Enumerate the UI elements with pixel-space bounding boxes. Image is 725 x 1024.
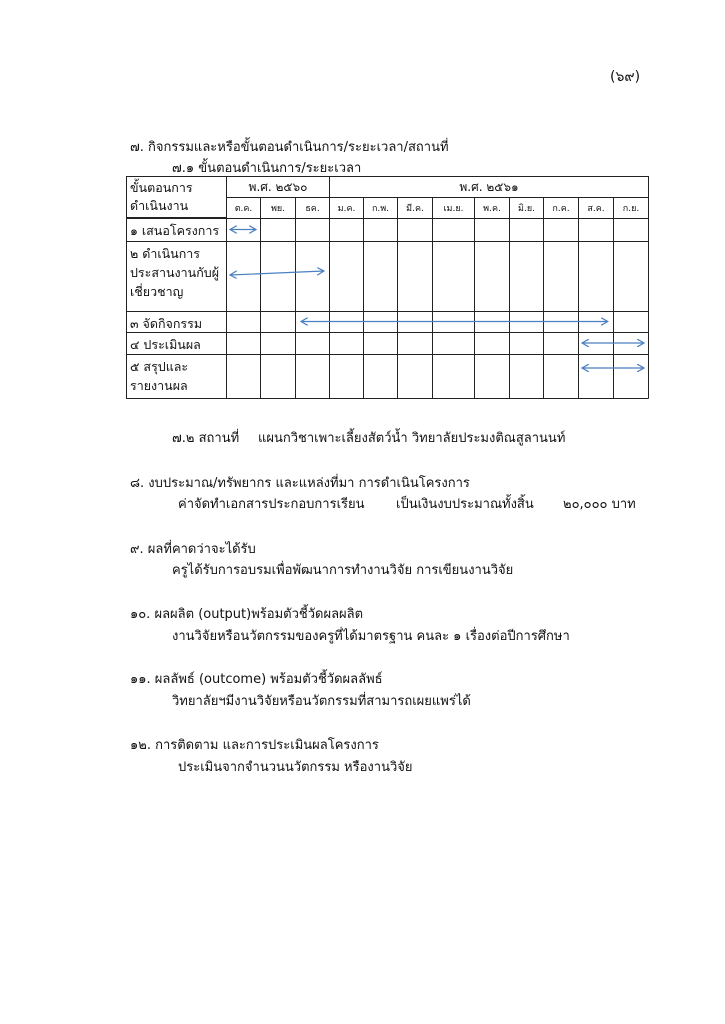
- task-row-4-label: ๔ ประเมินผล: [126, 332, 227, 355]
- month-dec: ธค.: [295, 197, 330, 219]
- section-7-heading: ๗. กิจกรรมและหรือขั้นตอนดำเนินการ/ระยะเวลา/สถานที่: [130, 140, 449, 155]
- section-9-body: ครูได้รับการอบรมเพื่อพัฒนาการทำงานวิจัย การเขียนงานวิจัย: [172, 563, 514, 578]
- year-2561: พ.ศ. ๒๕๖๑: [329, 176, 649, 198]
- section-10-heading: ๑๐. ผลผลิต (output)พร้อมตัวชี้วัดผลผลิต: [130, 607, 364, 622]
- month-jan: ม.ค.: [329, 197, 364, 219]
- task-row-3-label: ๓ จัดกิจกรรม: [126, 311, 227, 333]
- month-apr: เม.ย.: [432, 197, 475, 219]
- section-8-amount: ๒๐,๐๐๐ บาท: [563, 497, 636, 512]
- schedule-grid-and-arrows: [126, 176, 649, 399]
- section-12-body: ประเมินจากจำนวนนวัตกรรม หรืองานวิจัย: [178, 760, 413, 775]
- section-12-heading: ๑๒. การติดตาม และการประเมินผลโครงการ: [130, 738, 379, 753]
- section-7-2-value: แผนกวิชาเพาะเลี้ยงสัตว์น้ำ วิทยาลัยประมงติณสูลานนท์: [258, 431, 566, 446]
- header-steps-line2: ดำเนินงาน: [130, 198, 189, 213]
- section-9-heading: ๙. ผลที่คาดว่าจะได้รับ: [130, 542, 256, 557]
- schedule-table: [126, 176, 649, 399]
- year-2560: พ.ศ. ๒๕๖๐: [226, 176, 330, 198]
- section-8-heading: ๘. งบประมาณ/ทรัพยากร และแหล่งที่มา การดำเนินโครงการ: [130, 476, 470, 491]
- section-11-body: วิทยาลัยฯมีงานวิจัยหรือนวัตกรรมที่สามารถเผยแพร่ได้: [172, 694, 471, 709]
- schedule-arrow-task-2: [230, 271, 324, 275]
- section-11-heading: ๑๑. ผลลัพธ์ (outcome) พร้อมตัวชี้วัดผลลัพธ์: [130, 672, 383, 687]
- header-steps-line1: ขั้นตอนการ: [130, 180, 193, 195]
- section-8-total-label: เป็นเงินงบประมาณทั้งสิ้น: [396, 497, 534, 512]
- month-jul: ก.ค.: [543, 197, 579, 219]
- month-jun: มิ.ย.: [509, 197, 544, 219]
- section-7-1-heading: ๗.๑ ขั้นตอนดำเนินการ/ระยะเวลา: [172, 161, 362, 176]
- month-nov: พย.: [260, 197, 296, 219]
- task-row-2-label: ๒ ดำเนินการประสานงานกับผู้เชี่ยวชาญ: [126, 241, 227, 312]
- section-7-2-label: ๗.๒ สถานที่: [172, 431, 240, 446]
- month-sep: ก.ย.: [613, 197, 649, 219]
- month-mar: มี.ค.: [397, 197, 433, 219]
- month-feb: ก.พ.: [363, 197, 398, 219]
- month-oct: ต.ค.: [226, 197, 261, 219]
- section-8-line-item: ค่าจัดทำเอกสารประกอบการเรียน: [178, 497, 365, 512]
- task-row-5-label: ๕ สรุปและรายงานผล: [126, 354, 227, 399]
- page-number: (๖๙): [610, 69, 641, 85]
- section-10-body: งานวิจัยหรือนวัตกรรมของครูที่ได้มาตรฐาน คนละ ๑ เรื่องต่อปีการศึกษา: [172, 629, 570, 644]
- month-aug: ส.ค.: [578, 197, 614, 219]
- task-row-1-label: ๑ เสนอโครงการ: [126, 218, 227, 242]
- month-may: พ.ค.: [474, 197, 510, 219]
